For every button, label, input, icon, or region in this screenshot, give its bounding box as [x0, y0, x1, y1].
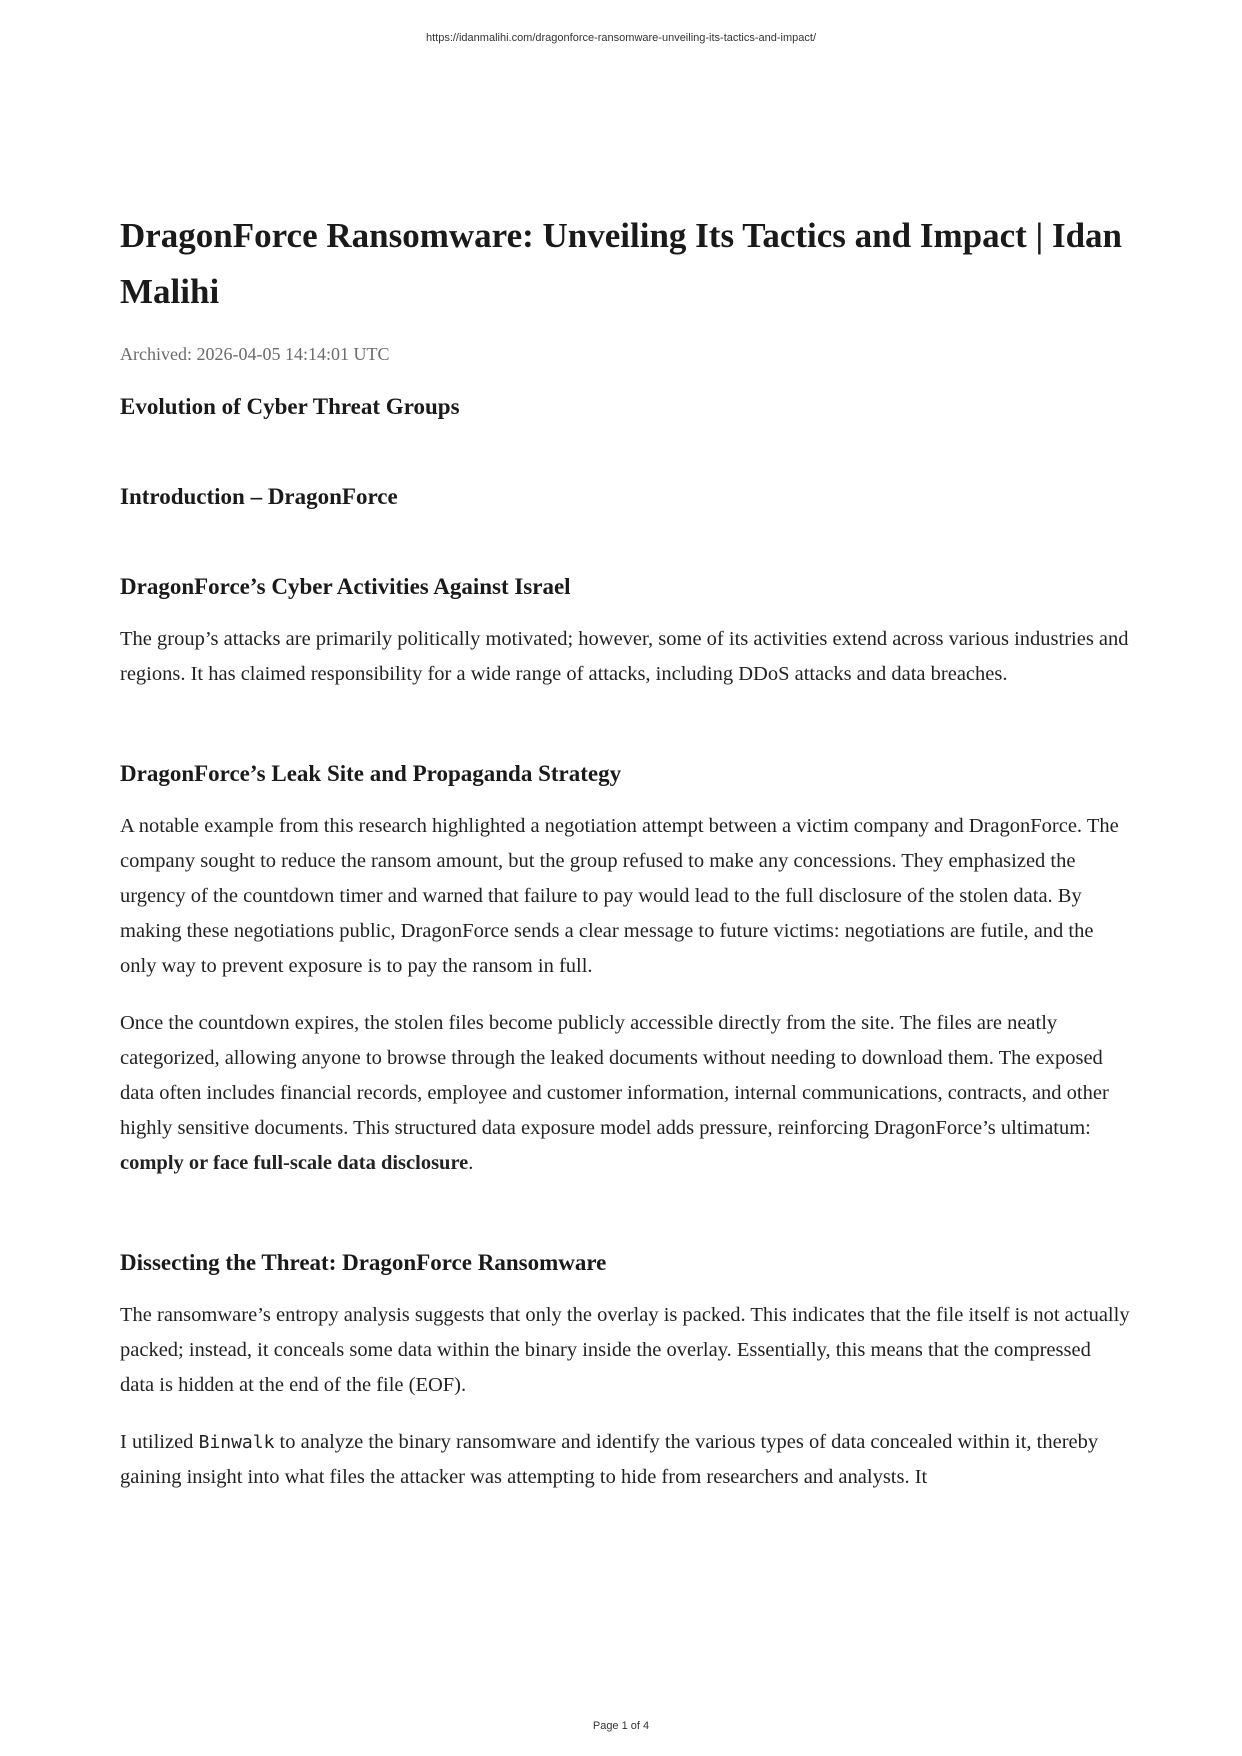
page-number: Page 1 of 4 [592, 1720, 650, 1732]
paragraph-binwalk [120, 1425, 1130, 1495]
paragraph-entropy: The ransomware’s entropy analysis suggests that only the overlay is packed. This indicates that the file itself is not actually packed; instead, it conceals some data within the binary inside the overlay. Essentially, this means that the compressed data is hidden at the end of the file (EOF). [120, 1304, 1130, 1396]
heading-evolution: Evolution of Cyber Threat Groups [120, 394, 460, 419]
heading-leak-site: DragonForce’s Leak Site and Propaganda Strategy [120, 761, 622, 786]
paragraph-leak-exposure-end: . [468, 1152, 474, 1174]
archived-timestamp: Archived: 2026-04-05 14:14:01 UTC [120, 344, 390, 364]
heading-dissecting: Dissecting the Threat: DragonForce Ransomware [120, 1250, 607, 1275]
paragraph-israel: The group’s attacks are primarily politically motivated; however, some of its activities extend across various industries and regions. It has claimed responsibility for a wide range of attacks, including DDoS attacks and data breaches. [120, 628, 1129, 685]
page-url: https://idanmalihi.com/dragonforce-ransomware-unveiling-its-tactics-and-impact/ [425, 32, 817, 44]
paragraph-leak-exposure [120, 1006, 1130, 1181]
paragraph-leak-exposure-text: Once the countdown expires, the stolen files become publicly accessible directly from the site. The files are neatly categorized, allowing anyone to browse through the leaked documents without needing to download them. The exposed data often includes financial records, employee and customer information, internal communications, contracts, and other highly sensitive documents. This structured data exposure model adds pressure, reinforcing DragonForce’s ultimatum: [120, 1012, 1109, 1139]
article-title: DragonForce Ransomware: Unveiling Its Tactics and Impact | Idan Malihi [120, 216, 1123, 311]
paragraph-binwalk-start: I utilized [120, 1431, 199, 1453]
paragraph-binwalk-end: to analyze the binary ransomware and identify the various types of data concealed within it, thereby gaining insight into what files the attacker was attempting to hide from researchers and analysts. It [120, 1431, 1099, 1488]
paragraph-leak-negotiation: A notable example from this research highlighted a negotiation attempt between a victim company and DragonForce. The company sought to reduce the ransom amount, but the group refused to make any concessions. They emphasized the urgency of the countdown timer and warned that failure to pay would lead to the full disclosure of the stolen data. By making these negotiations public, DragonForce sends a clear message to future victims: negotiations are futile, and the only way to prevent exposure is to pay the ransom in full. [120, 815, 1119, 977]
binwalk-code: Binwalk [198, 1432, 275, 1453]
ultimatum-bold: comply or face full-scale data disclosure [120, 1152, 469, 1174]
heading-israel: DragonForce’s Cyber Activities Against Israel [120, 574, 571, 599]
heading-introduction: Introduction – DragonForce [120, 484, 398, 509]
article [120, 208, 1130, 1495]
